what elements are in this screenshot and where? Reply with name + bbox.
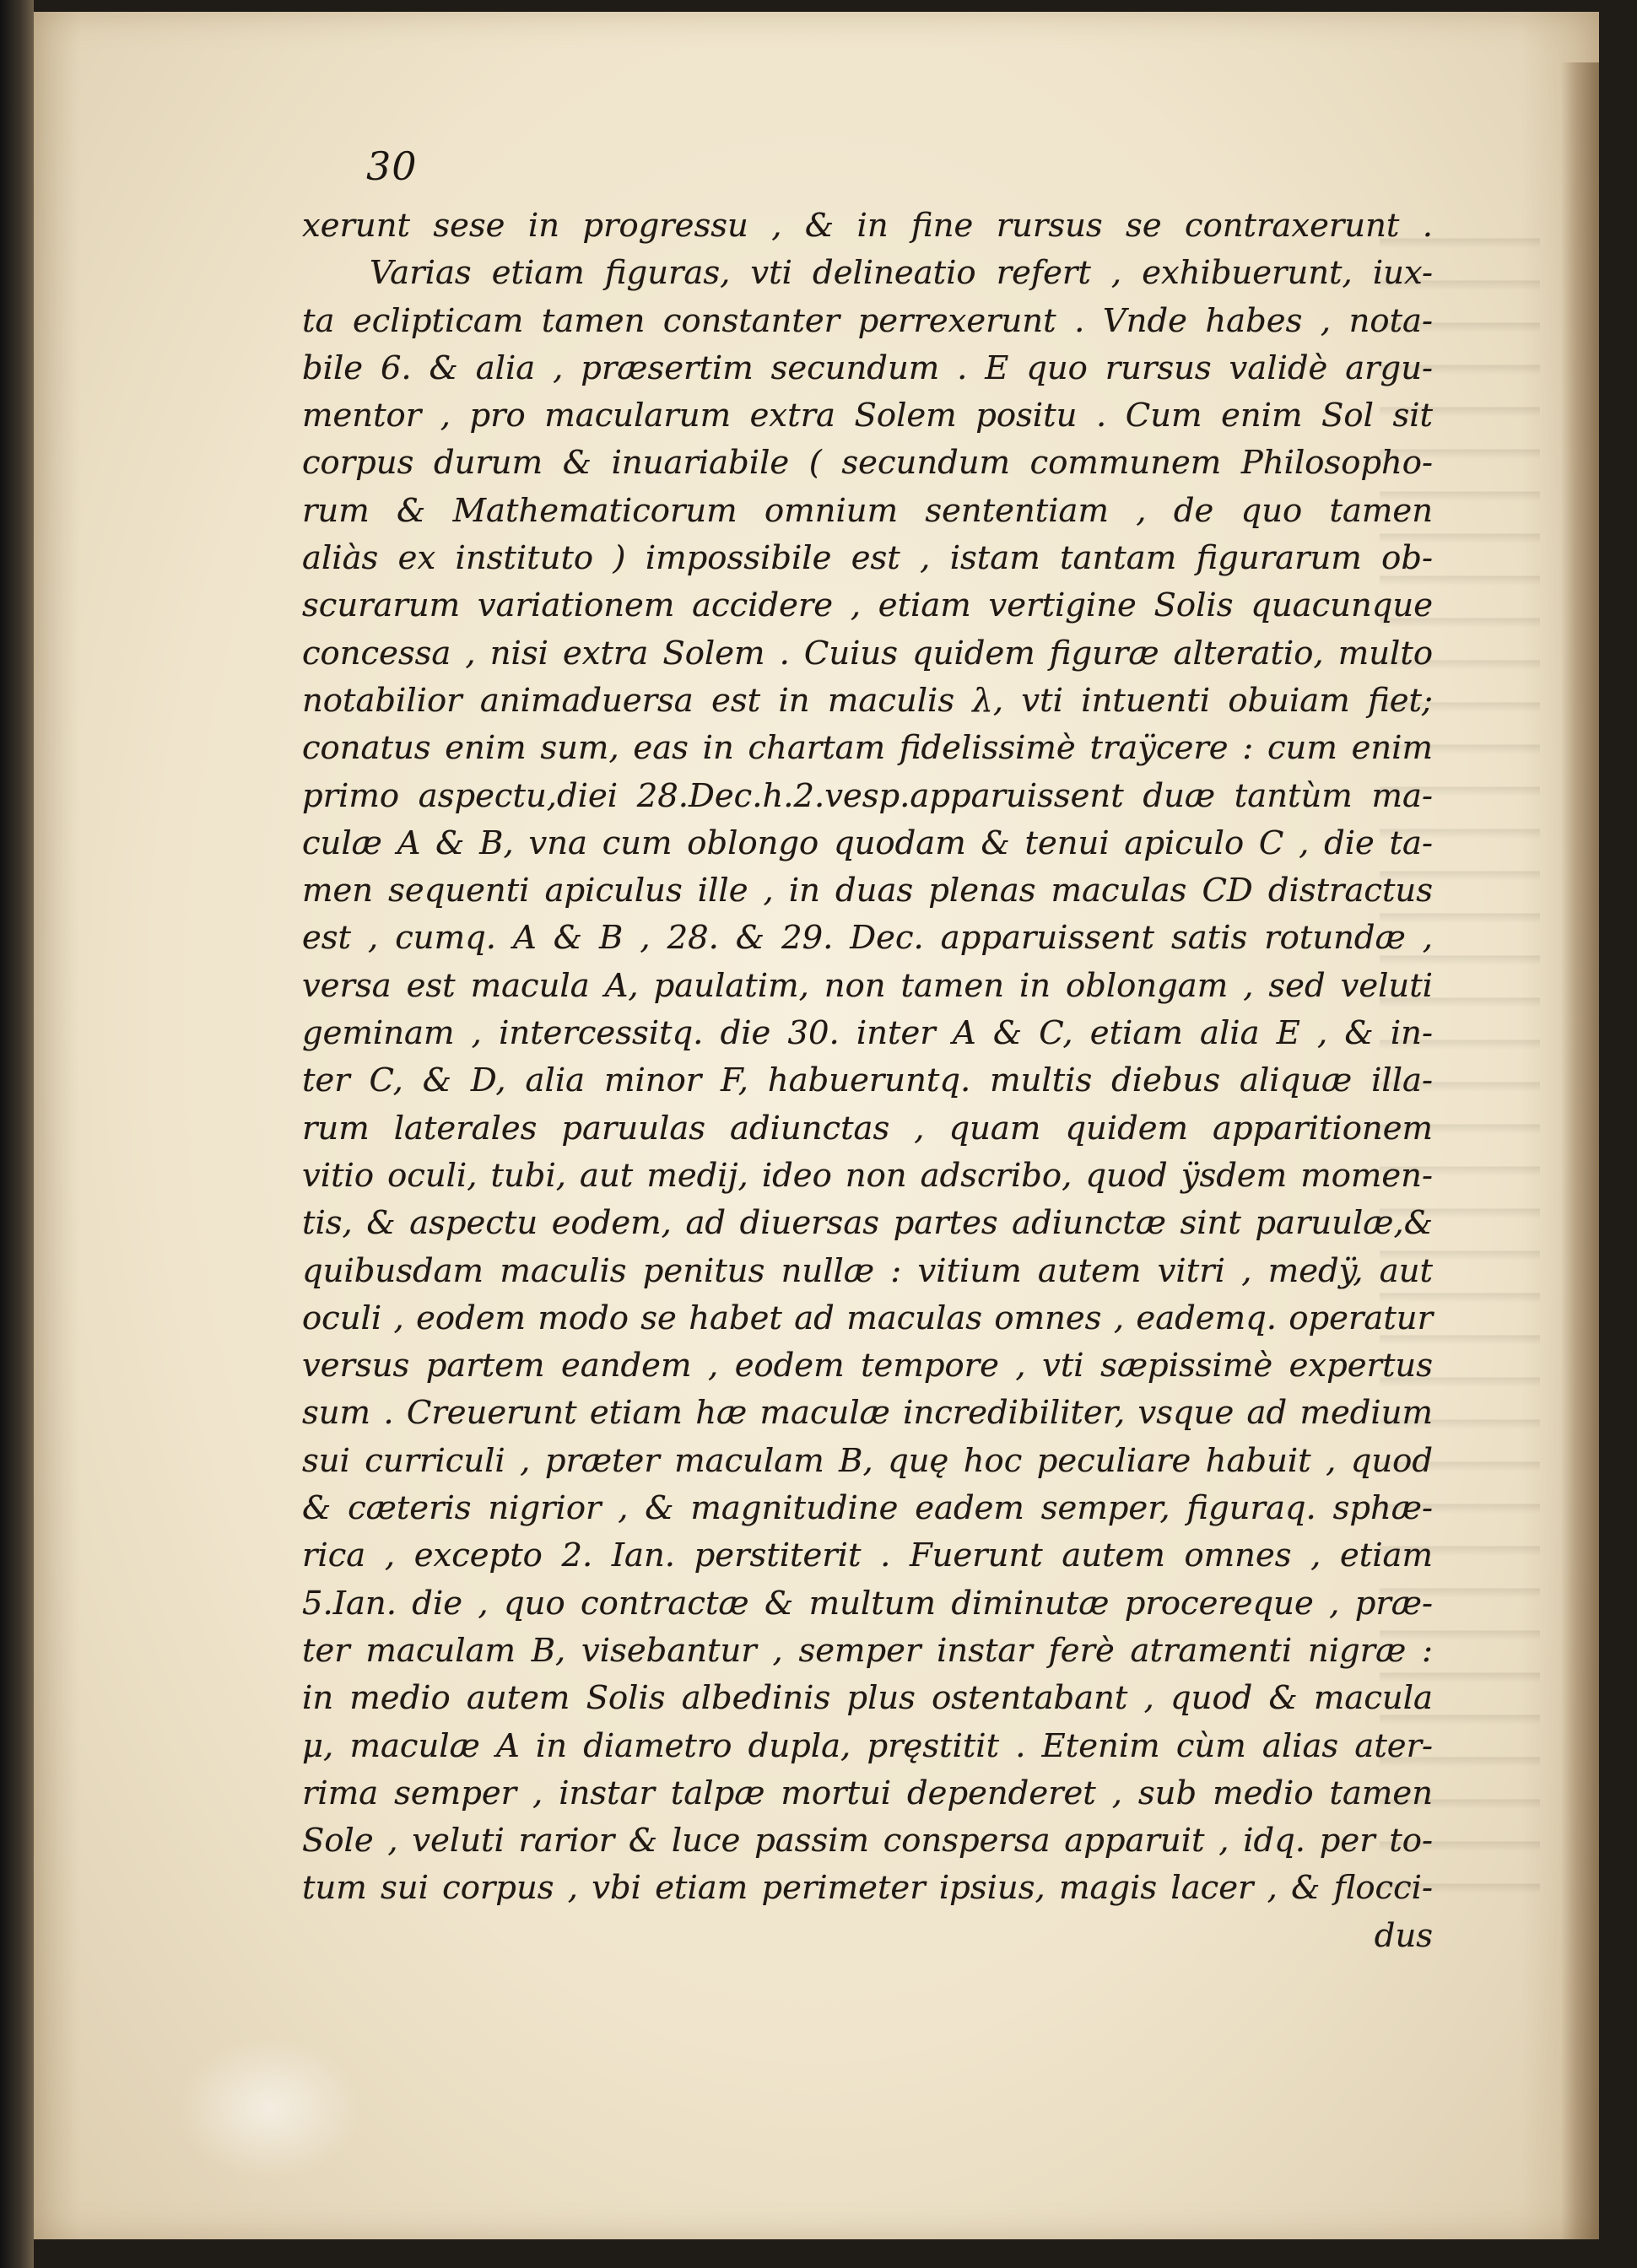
text-line: notabilior animaduersa est in maculis λ, vti intuenti obuiam fiet;	[302, 681, 1433, 720]
text-line: culæ A & B, vna cum oblongo quodam & tenui apiculo C , die ta-	[302, 824, 1433, 862]
text-line: scurarum variationem accidere , etiam vertigine Solis quacunque	[302, 586, 1433, 625]
text-line: ter maculam B, visebantur , semper instar ferè atramenti nigræ :	[302, 1631, 1433, 1670]
text-line: bile 6. & alia , præsertim secundum . E quo rursus validè argu-	[302, 348, 1433, 387]
text-line: tis, & aspectu eodem, ad diuersas partes adiunctæ sint paruulæ,&	[302, 1204, 1433, 1243]
text-line: 5.Ian. die , quo contractæ & multum diminutæ procereque , præ-	[302, 1584, 1433, 1623]
text-line: sum . Creuerunt etiam hæ maculæ incredibiliter, vsque ad medium	[302, 1394, 1433, 1433]
text-line: tum sui corpus , vbi etiam perimeter ipsius, magis lacer , & flocci-	[302, 1869, 1433, 1908]
text-line: conatus enim sum, eas in chartam fidelissimè traÿcere : cum enim	[302, 729, 1433, 768]
text-line: xerunt sese in progressu , & in fine rursus se contraxerunt .	[302, 207, 1433, 245]
latin-text-block	[302, 202, 1433, 1960]
text-line: ter C, & D, alia minor F, habueruntq. multis diebus aliquæ illa-	[302, 1061, 1433, 1100]
catchword: dus	[1374, 1916, 1433, 1955]
text-line: corpus durum & inuariabile ( secundum communem Philosopho-	[302, 444, 1433, 483]
text-line: Varias etiam figuras, vti delineatio refert , exhibuerunt, iux-	[370, 254, 1433, 293]
text-line: aliàs ex instituto ) impossibile est , istam tantam figurarum ob-	[302, 539, 1433, 578]
text-line: in medio autem Solis albedinis plus ostentabant , quod & macula	[302, 1679, 1433, 1718]
text-line: versa est macula A, paulatim, non tamen in oblongam , sed veluti	[302, 966, 1433, 1005]
text-line: & cæteris nigrior , & magnitudine eadem semper, figuraq. sphæ-	[302, 1489, 1433, 1528]
book-binding-edge	[0, 0, 34, 2268]
text-line: concessa , nisi extra Solem . Cuius quidem figuræ alteratio, multo	[302, 634, 1433, 672]
text-line: sui curriculi , præter maculam B, quę hoc peculiare habuit , quod	[302, 1441, 1433, 1480]
text-line: rima semper , instar talpæ mortui dependeret , sub medio tamen	[302, 1774, 1433, 1812]
text-line: rum laterales paruulas adiunctas , quam quidem apparitionem	[302, 1109, 1433, 1148]
text-line: vitio oculi, tubi, aut medij, ideo non adscribo, quod ÿsdem momen-	[302, 1156, 1433, 1195]
text-line: quibusdam maculis penitus nullæ : vitium autem vitri , medÿ, aut	[302, 1251, 1433, 1290]
text-line: geminam , intercessitq. die 30. inter A & C, etiam alia E , & in-	[302, 1014, 1433, 1053]
text-line: rum & Mathematicorum omnium sententiam , de quo tamen	[302, 491, 1433, 530]
text-line: versus partem eandem , eodem tempore , vti sæpissimè expertus	[302, 1347, 1433, 1385]
page-edge-shadow	[1561, 62, 1599, 2239]
text-line: primo aspectu,diei 28.Dec.h.2.vesp.apparuissent duæ tantùm ma-	[302, 776, 1433, 815]
text-line: men sequenti apiculus ille , in duas plenas maculas CD distractus	[302, 872, 1433, 910]
page-number: 30	[366, 143, 418, 189]
text-line: est , cumq. A & B , 28. & 29. Dec. apparuissent satis rotundæ ,	[302, 919, 1433, 958]
paper-stain	[177, 2037, 363, 2180]
text-line: rica , excepto 2. Ian. perstiterit . Fuerunt autem omnes , etiam	[302, 1536, 1433, 1575]
text-line: ta eclipticam tamen constanter perrexerunt . Vnde habes , nota-	[302, 301, 1433, 340]
text-line: oculi , eodem modo se habet ad maculas omnes , eademq. operatur	[302, 1299, 1433, 1337]
text-line: μ, maculæ A in diametro dupla, pręstitit . Etenim cùm alias ater-	[302, 1726, 1433, 1765]
text-line: mentor , pro macularum extra Solem positu . Cum enim Sol sit	[302, 397, 1433, 435]
text-line: Sole , veluti rarior & luce passim conspersa apparuit , idq. per to-	[302, 1822, 1433, 1860]
